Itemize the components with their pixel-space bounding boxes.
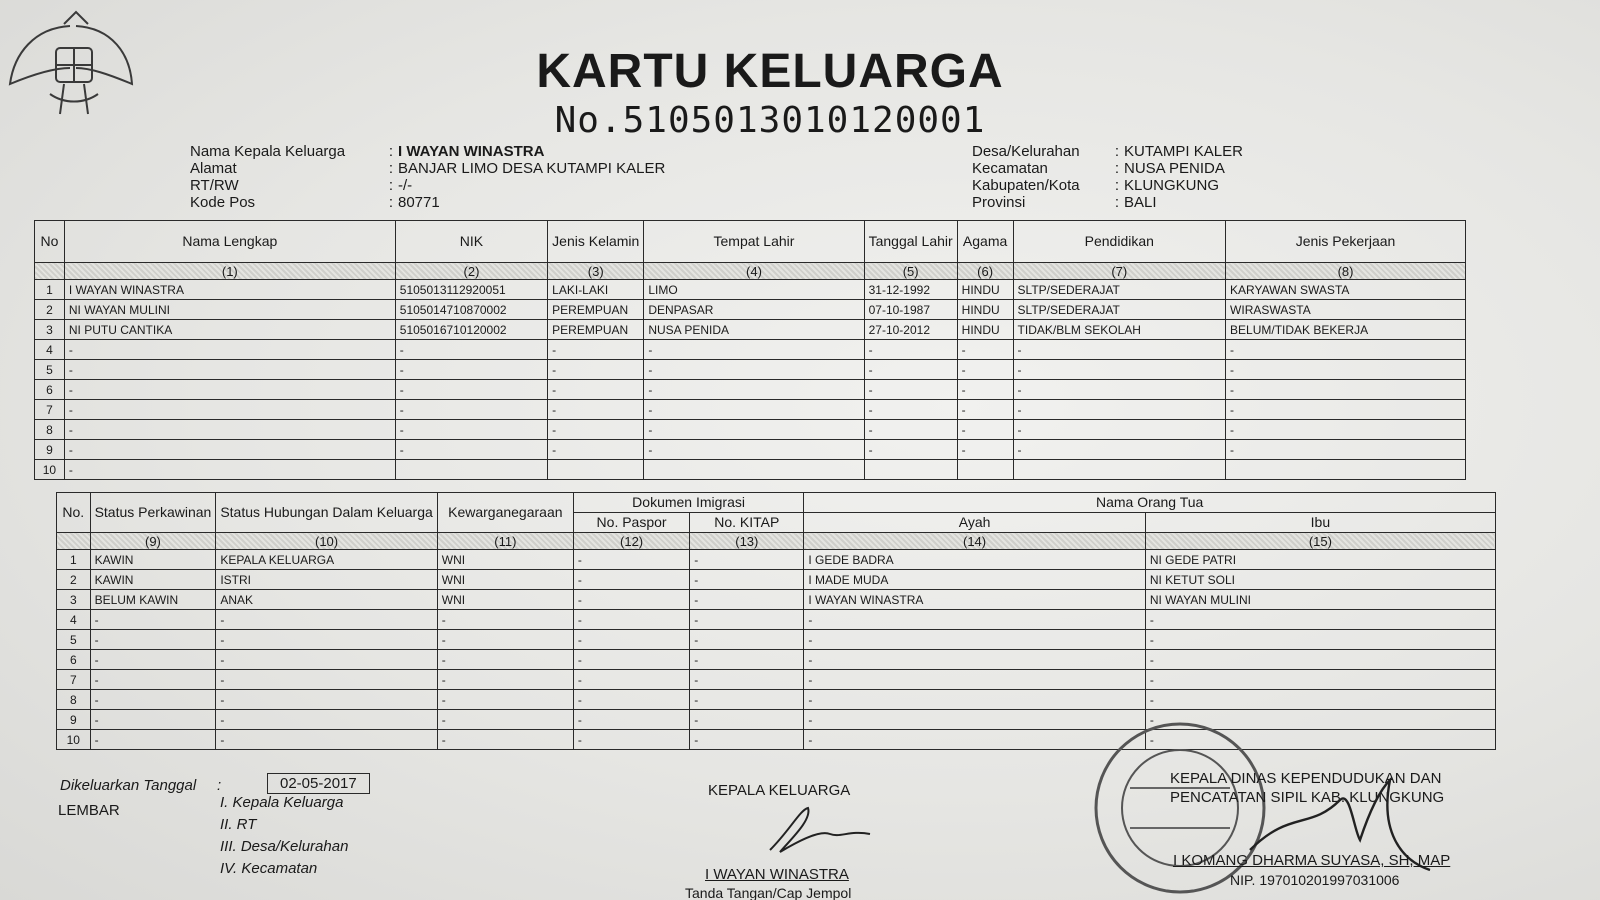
- table-cell: -: [690, 570, 804, 590]
- table-row: [57, 670, 1496, 690]
- table-cell: -: [957, 340, 1013, 360]
- table-cell: PEREMPUAN: [548, 300, 644, 320]
- table-cell: -: [644, 340, 864, 360]
- table-row: [35, 440, 1466, 460]
- row-number: 7: [57, 670, 91, 690]
- table-cell: -: [395, 340, 547, 360]
- table-cell: -: [573, 690, 689, 710]
- row-number: 2: [35, 300, 65, 320]
- issued-date-label: Dikeluarkan Tanggal :: [60, 777, 222, 794]
- row-number: 4: [35, 340, 65, 360]
- table-cell: -: [644, 400, 864, 420]
- table-cell: -: [1145, 730, 1495, 750]
- table-cell: -: [1226, 340, 1466, 360]
- table-cell: I WAYAN WINASTRA: [64, 280, 395, 300]
- table-cell: -: [804, 610, 1146, 630]
- row-number: 1: [35, 280, 65, 300]
- table-cell: WIRASWASTA: [1226, 300, 1466, 320]
- row-number: 3: [57, 590, 91, 610]
- col-header-pekerjaan: Jenis Pekerjaan: [1226, 221, 1466, 263]
- table-cell: -: [1145, 670, 1495, 690]
- table-cell: -: [957, 440, 1013, 460]
- family-members-body: [35, 280, 1466, 480]
- table-cell: KAWIN: [90, 550, 216, 570]
- table-cell: BELUM KAWIN: [90, 590, 216, 610]
- table-cell: LIMO: [644, 280, 864, 300]
- table-cell: -: [437, 690, 573, 710]
- col-header-status-hubungan: Status Hubungan Dalam Keluarga: [216, 493, 437, 533]
- table-cell: -: [216, 650, 437, 670]
- table-cell: -: [864, 420, 957, 440]
- table-cell: -: [804, 650, 1146, 670]
- table-row: [57, 570, 1496, 590]
- table-cell: -: [437, 650, 573, 670]
- table-cell: -: [548, 340, 644, 360]
- table-cell: HINDU: [957, 300, 1013, 320]
- issued-date: 02-05-2017: [267, 773, 370, 794]
- head-of-family-name: I WAYAN WINASTRA: [705, 866, 849, 883]
- table-cell: -: [1226, 440, 1466, 460]
- table-cell: -: [864, 440, 957, 460]
- table-cell: -: [1226, 420, 1466, 440]
- col-header-tempat-lahir: Tempat Lahir: [644, 221, 864, 263]
- table-row: [57, 610, 1496, 630]
- table-cell: NI KETUT SOLI: [1145, 570, 1495, 590]
- document-number: No.5105013010120001: [554, 100, 986, 141]
- table-cell: NUSA PENIDA: [644, 320, 864, 340]
- table-cell: -: [1013, 440, 1225, 460]
- col-header-kewarganegaraan: Kewarganegaraan: [437, 493, 573, 533]
- table-cell: -: [804, 630, 1146, 650]
- table-cell: -: [957, 420, 1013, 440]
- table-cell: -: [437, 630, 573, 650]
- table-cell: -: [548, 420, 644, 440]
- table-cell: 5105014710870002: [395, 300, 547, 320]
- table-cell: -: [90, 650, 216, 670]
- row-number: 6: [35, 380, 65, 400]
- table-row: [35, 360, 1466, 380]
- lembar-item: IV. Kecamatan: [220, 860, 318, 877]
- col-header-tanggal-lahir: Tanggal Lahir: [864, 221, 957, 263]
- family-members-table: No Nama Lengkap NIK Jenis Kelamin Tempat Lahir Tanggal Lahir Agama Pendidikan Jenis Pekerjaan (1) (2) (3) (4) (5) (6) (7) (8) 1 I WAYAN WINASTRA 5105013112920051 LAKI-LAKI LIMO 31-12-1992 HINDU SLTP/SEDERAJAT KARYAWAN SWASTA 2 NI WAYAN MULINI 5105014710870002 PEREMPUAN DENPASAR 07-10-1987 HINDU SLTP/SEDERAJAT WIRASWASTA 3 NI PUTU CANTIKA 5105016710120002 PEREMPUAN NUSA PENIDA 27-10-2012 HINDU TIDAK/BLM SEKOLAH BELUM/TIDAK BEKERJA 4 - - - - - - - - 5 - - - - - - - - 6 - - - - - - - - 7 - - - - - - - - 8 - - - - - - - - 9 - - - - - - - - 10 -: [34, 220, 1466, 480]
- table-cell: -: [690, 590, 804, 610]
- table-row: [35, 380, 1466, 400]
- table-cell: HINDU: [957, 320, 1013, 340]
- table-cell: [957, 460, 1013, 480]
- head-of-family-caption: KEPALA KELUARGA: [708, 782, 851, 799]
- table-cell: -: [690, 690, 804, 710]
- table-cell: -: [690, 650, 804, 670]
- table-cell: -: [690, 630, 804, 650]
- col-header-ibu: Ibu: [1145, 513, 1495, 533]
- table-cell: -: [573, 670, 689, 690]
- row-number: 8: [57, 690, 91, 710]
- table-cell: -: [90, 710, 216, 730]
- table-cell: 07-10-1987: [864, 300, 957, 320]
- table-cell: -: [573, 650, 689, 670]
- col-header-pendidikan: Pendidikan: [1013, 221, 1225, 263]
- table-cell: -: [64, 420, 395, 440]
- table-row: [57, 630, 1496, 650]
- head-of-family-signature-icon: [760, 800, 880, 860]
- table-cell: -: [64, 460, 395, 480]
- row-number: 7: [35, 400, 65, 420]
- col-header-status-perkawinan: Status Perkawinan: [90, 493, 216, 533]
- row-number: 8: [35, 420, 65, 440]
- table-cell: I WAYAN WINASTRA: [804, 590, 1146, 610]
- table-row: [35, 460, 1466, 480]
- table-cell: -: [804, 670, 1146, 690]
- col-header-nama-orang-tua: Nama Orang Tua: [804, 493, 1496, 513]
- table-cell: -: [1145, 710, 1495, 730]
- table-cell: HINDU: [957, 280, 1013, 300]
- table-cell: -: [90, 730, 216, 750]
- table-cell: -: [90, 610, 216, 630]
- table-cell: -: [644, 360, 864, 380]
- table-cell: [395, 460, 547, 480]
- table-cell: -: [395, 440, 547, 460]
- table-row: [57, 730, 1496, 750]
- table-cell: -: [1226, 380, 1466, 400]
- col-header-nik: NIK: [395, 221, 547, 263]
- table-cell: -: [437, 610, 573, 630]
- table-cell: -: [864, 360, 957, 380]
- table-cell: -: [1013, 420, 1225, 440]
- table-cell: BELUM/TIDAK BEKERJA: [1226, 320, 1466, 340]
- table-cell: -: [573, 610, 689, 630]
- table-cell: -: [1013, 400, 1225, 420]
- table-cell: -: [690, 710, 804, 730]
- table-cell: -: [804, 730, 1146, 750]
- table-row: [35, 320, 1466, 340]
- table-cell: [1013, 460, 1225, 480]
- col-header-nama: Nama Lengkap: [64, 221, 395, 263]
- table-row: [35, 280, 1466, 300]
- table-cell: -: [1145, 630, 1495, 650]
- table-cell: -: [90, 630, 216, 650]
- table-row: [35, 420, 1466, 440]
- table-row: [57, 650, 1496, 670]
- table-cell: -: [548, 440, 644, 460]
- table-cell: -: [573, 730, 689, 750]
- table-cell: -: [864, 380, 957, 400]
- table-cell: ANAK: [216, 590, 437, 610]
- row-number: 4: [57, 610, 91, 630]
- col-header-ayah: Ayah: [804, 513, 1146, 533]
- table-cell: -: [64, 380, 395, 400]
- table-cell: NI WAYAN MULINI: [1145, 590, 1495, 610]
- table-cell: -: [548, 400, 644, 420]
- table-cell: -: [1145, 610, 1495, 630]
- lembar-item: III. Desa/Kelurahan: [220, 838, 349, 855]
- table-cell: -: [1226, 360, 1466, 380]
- row-number: 9: [35, 440, 65, 460]
- table-cell: -: [1013, 360, 1225, 380]
- table-row: [57, 590, 1496, 610]
- table-cell: SLTP/SEDERAJAT: [1013, 300, 1225, 320]
- table-cell: WNI: [437, 550, 573, 570]
- document-title: KARTU KELUARGA: [536, 45, 1004, 98]
- table-cell: -: [644, 380, 864, 400]
- table-cell: -: [804, 710, 1146, 730]
- table-cell: 31-12-1992: [864, 280, 957, 300]
- table-cell: -: [395, 420, 547, 440]
- table-cell: -: [864, 400, 957, 420]
- table-cell: I MADE MUDA: [804, 570, 1146, 590]
- table-cell: [548, 460, 644, 480]
- table-cell: -: [690, 610, 804, 630]
- table-cell: -: [90, 690, 216, 710]
- official-nip: NIP. 197010201997031006: [1230, 872, 1400, 888]
- table-cell: -: [573, 570, 689, 590]
- table-cell: -: [216, 690, 437, 710]
- col-header-dokumen-imigrasi: Dokumen Imigrasi: [573, 493, 803, 513]
- row-number: 3: [35, 320, 65, 340]
- table-cell: KEPALA KELUARGA: [216, 550, 437, 570]
- row-number: 9: [57, 710, 91, 730]
- col-header-agama: Agama: [957, 221, 1013, 263]
- lembar-item: II. RT: [220, 816, 257, 833]
- table-cell: PEREMPUAN: [548, 320, 644, 340]
- table-cell: TIDAK/BLM SEKOLAH: [1013, 320, 1225, 340]
- table-cell: -: [957, 400, 1013, 420]
- table-cell: WNI: [437, 590, 573, 610]
- table-row: [35, 400, 1466, 420]
- table-cell: -: [957, 380, 1013, 400]
- header-right: Desa/Kelurahan : KUTAMPI KALER Kecamatan : NUSA PENIDA Kabupaten/Kota : KLUNGKUNG Provinsi : BALI: [972, 143, 1243, 211]
- table-cell: KARYAWAN SWASTA: [1226, 280, 1466, 300]
- table-cell: -: [644, 420, 864, 440]
- table-cell: [864, 460, 957, 480]
- signature-caption: Tanda Tangan/Cap Jempol: [685, 885, 852, 900]
- table-cell: -: [1013, 340, 1225, 360]
- row-number: 5: [35, 360, 65, 380]
- table-cell: -: [864, 340, 957, 360]
- table-cell: -: [1145, 650, 1495, 670]
- table-cell: -: [573, 590, 689, 610]
- table-row: [57, 550, 1496, 570]
- table-cell: -: [216, 670, 437, 690]
- table-cell: -: [216, 610, 437, 630]
- row-number: 1: [57, 550, 91, 570]
- table-cell: -: [1145, 690, 1495, 710]
- table-cell: SLTP/SEDERAJAT: [1013, 280, 1225, 300]
- lembar-list: [220, 792, 348, 880]
- table-cell: -: [690, 730, 804, 750]
- official-title: KEPALA DINAS KEPENDUDUKAN DAN PENCATATAN SIPIL KAB. KLUNGKUNG: [1170, 770, 1445, 806]
- table-row: [57, 710, 1496, 730]
- table-cell: -: [690, 670, 804, 690]
- col-header-kitap: No. KITAP: [690, 513, 804, 533]
- table-cell: -: [90, 670, 216, 690]
- official-name: I KOMANG DHARMA SUYASA, SH, MAP: [1173, 852, 1451, 869]
- row-number: 2: [57, 570, 91, 590]
- table-cell: LAKI-LAKI: [548, 280, 644, 300]
- table-cell: I GEDE BADRA: [804, 550, 1146, 570]
- table-cell: -: [573, 630, 689, 650]
- table-cell: 5105016710120002: [395, 320, 547, 340]
- table-cell: [1226, 460, 1466, 480]
- table-cell: -: [573, 710, 689, 730]
- table-cell: ISTRI: [216, 570, 437, 590]
- table-cell: -: [437, 670, 573, 690]
- col-header-no: No: [35, 221, 65, 263]
- table-cell: -: [395, 400, 547, 420]
- table-row: [57, 690, 1496, 710]
- col-header-paspor: No. Paspor: [573, 513, 689, 533]
- table-cell: -: [548, 380, 644, 400]
- row-number: 6: [57, 650, 91, 670]
- family-status-table: No. Status Perkawinan Status Hubungan Dalam Keluarga Kewarganegaraan Dokumen Imigrasi Nama Orang Tua No. Paspor No. KITAP Ayah Ibu (9) (10) (11) (12) (13) (14) (15) 1 KAWIN KEPALA KELUARGA WNI - - I GEDE BADRA NI GEDE PATRI 2 KAWIN ISTRI WNI - - I MADE MUDA NI KETUT SOLI 3 BELUM KAWIN ANAK WNI - - I WAYAN WINASTRA NI WAYAN MULINI 4 - - - - - - - 5 - - - - - - - 6 - - - - - - - 7 - - - - - - - 8 - - - - - - - 9 - - - - - - - 10 - - - - - - -: [56, 492, 1496, 750]
- table-cell: -: [64, 360, 395, 380]
- col-header-no-2: No.: [57, 493, 91, 533]
- lembar-item: I. Kepala Keluarga: [220, 794, 344, 811]
- table-cell: -: [216, 630, 437, 650]
- table-cell: KAWIN: [90, 570, 216, 590]
- row-number: 5: [57, 630, 91, 650]
- table-cell: -: [957, 360, 1013, 380]
- table-cell: -: [437, 730, 573, 750]
- table-cell: NI GEDE PATRI: [1145, 550, 1495, 570]
- table-cell: 5105013112920051: [395, 280, 547, 300]
- table-cell: NI PUTU CANTIKA: [64, 320, 395, 340]
- table-cell: -: [437, 710, 573, 730]
- col-header-jenis-kelamin: Jenis Kelamin: [548, 221, 644, 263]
- table-cell: -: [395, 380, 547, 400]
- lembar-label: LEMBAR: [58, 802, 120, 819]
- table-cell: -: [644, 440, 864, 460]
- table-cell: -: [573, 550, 689, 570]
- table-row: [35, 300, 1466, 320]
- header-left: Nama Kepala Keluarga : I WAYAN WINASTRA Alamat : BANJAR LIMO DESA KUTAMPI KALER RT/RW : -/- Kode Pos : 80771: [190, 143, 666, 211]
- table-cell: [644, 460, 864, 480]
- table-row: [35, 340, 1466, 360]
- table-cell: -: [804, 690, 1146, 710]
- table-cell: WNI: [437, 570, 573, 590]
- table-cell: -: [548, 360, 644, 380]
- table-cell: -: [1226, 400, 1466, 420]
- table-cell: -: [690, 550, 804, 570]
- row-number: 10: [35, 460, 65, 480]
- table-cell: DENPASAR: [644, 300, 864, 320]
- table-cell: NI WAYAN MULINI: [64, 300, 395, 320]
- table-cell: -: [395, 360, 547, 380]
- table-cell: -: [64, 400, 395, 420]
- table-cell: -: [64, 440, 395, 460]
- table-cell: -: [64, 340, 395, 360]
- row-number: 10: [57, 730, 91, 750]
- table-cell: -: [216, 710, 437, 730]
- table-cell: 27-10-2012: [864, 320, 957, 340]
- table-cell: -: [216, 730, 437, 750]
- table-cell: -: [1013, 380, 1225, 400]
- family-status-body: [57, 550, 1496, 750]
